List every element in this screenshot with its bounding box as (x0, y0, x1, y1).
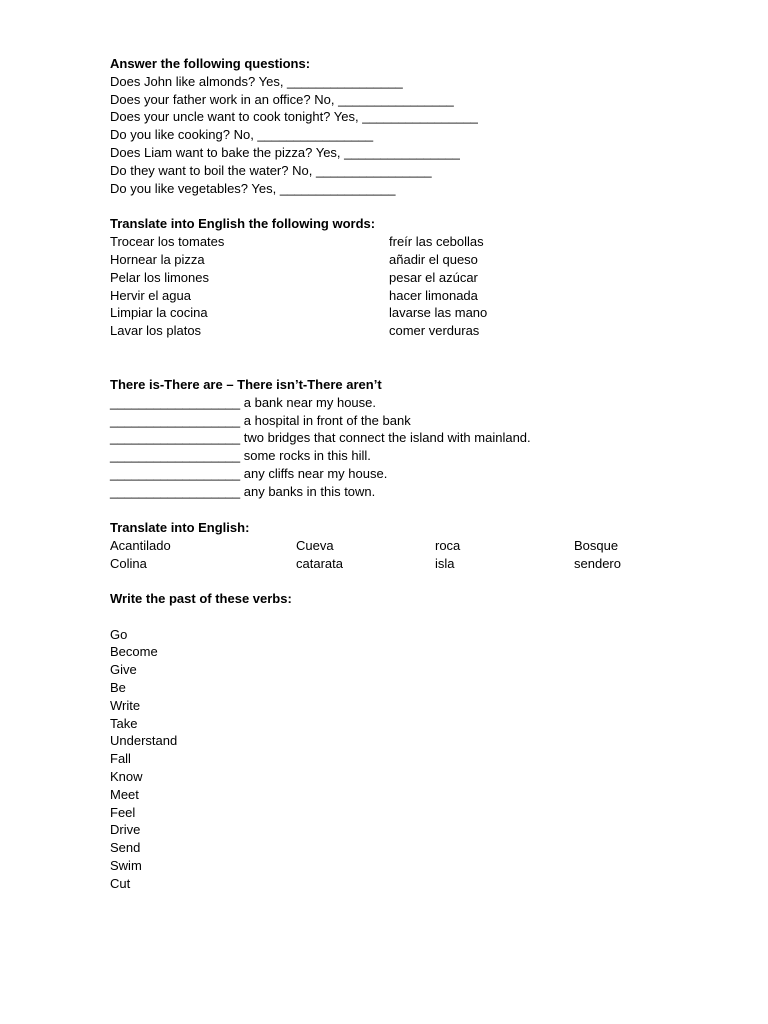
question-item: Does your uncle want to cook tonight? Yes, ________________ (110, 109, 478, 125)
question-item: Does your father work in an office? No, ________________ (110, 91, 454, 107)
spanish-phrase: Limpiar la cocina (110, 305, 208, 321)
spanish-word: roca (435, 537, 461, 553)
spanish-phrase: lavarse las mano (389, 305, 488, 321)
question-item: Do you like vegetables? Yes, ________________ (110, 180, 396, 196)
verb-item: Feel (110, 804, 136, 820)
verb-item: Swim (110, 857, 142, 873)
word-pair-row (110, 251, 570, 269)
answer-questions-section (110, 55, 478, 197)
spanish-phrase: pesar el azúcar (389, 269, 478, 285)
spacer (110, 608, 292, 626)
word-row (110, 537, 670, 555)
fill-in-item: __________________ any cliffs near my house. (110, 465, 388, 481)
translate-english-section (110, 519, 670, 573)
question-item: Does John like almonds? Yes, ________________ (110, 73, 403, 89)
fill-in-item: __________________ some rocks in this hill. (110, 448, 371, 464)
verb-item: Drive (110, 822, 141, 838)
spanish-word: isla (435, 555, 455, 571)
fill-in-item: __________________ any banks in this town. (110, 483, 376, 499)
spanish-word: catarata (296, 555, 343, 571)
fill-in-item: __________________ a hospital in front of the bank (110, 412, 411, 428)
spanish-word: Acantilado (110, 537, 171, 553)
spanish-phrase: Pelar los limones (110, 269, 209, 285)
question-item: Do you like cooking? No, ________________ (110, 127, 374, 143)
question-item: Do they want to boil the water? No, ________________ (110, 162, 432, 178)
spanish-phrase: hacer limonada (389, 287, 478, 303)
verb-item: Send (110, 840, 141, 856)
verb-item: Know (110, 768, 143, 784)
verb-item: Write (110, 697, 141, 713)
verb-item: Go (110, 626, 128, 642)
question-item: Does Liam want to bake the pizza? Yes, ________________ (110, 144, 460, 160)
there-is-there-are-section (110, 376, 531, 501)
verb-item: Fall (110, 751, 131, 767)
verb-item: Be (110, 679, 126, 695)
section-heading: Translate into English: (110, 520, 250, 535)
section-heading: Answer the following questions: (110, 56, 311, 71)
fill-in-item: __________________ a bank near my house. (110, 394, 376, 410)
spanish-phrase: Lavar los platos (110, 323, 202, 339)
verb-item: Cut (110, 875, 131, 891)
fill-in-item: __________________ two bridges that connect the island with mainland. (110, 430, 531, 446)
section-heading: Translate into English the following words: (110, 216, 376, 231)
spanish-word: Cueva (296, 537, 334, 553)
spanish-word: sendero (574, 555, 621, 571)
verb-item: Give (110, 662, 137, 678)
verb-item: Take (110, 715, 138, 731)
translate-words-section (110, 215, 570, 340)
section-heading: There is-There are – There isn’t-There aren’t (110, 377, 382, 392)
spanish-phrase: Hervir el agua (110, 287, 191, 303)
word-pair-row (110, 269, 570, 287)
word-pair-row (110, 233, 570, 251)
past-verbs-section (110, 590, 292, 893)
verb-item: Understand (110, 733, 178, 749)
spanish-word: Colina (110, 555, 147, 571)
spanish-phrase: freír las cebollas (389, 233, 484, 249)
spanish-phrase: Trocear los tomates (110, 233, 225, 249)
verb-item: Meet (110, 786, 139, 802)
spanish-phrase: comer verduras (389, 323, 480, 339)
section-heading: Write the past of these verbs: (110, 591, 292, 606)
word-pair-row (110, 322, 570, 340)
spanish-phrase: Hornear la pizza (110, 251, 205, 267)
word-row (110, 555, 670, 573)
word-pair-row (110, 304, 570, 322)
spanish-word: Bosque (574, 537, 619, 553)
word-pair-row (110, 287, 570, 305)
verb-item: Become (110, 644, 158, 660)
spanish-phrase: añadir el queso (389, 251, 478, 267)
